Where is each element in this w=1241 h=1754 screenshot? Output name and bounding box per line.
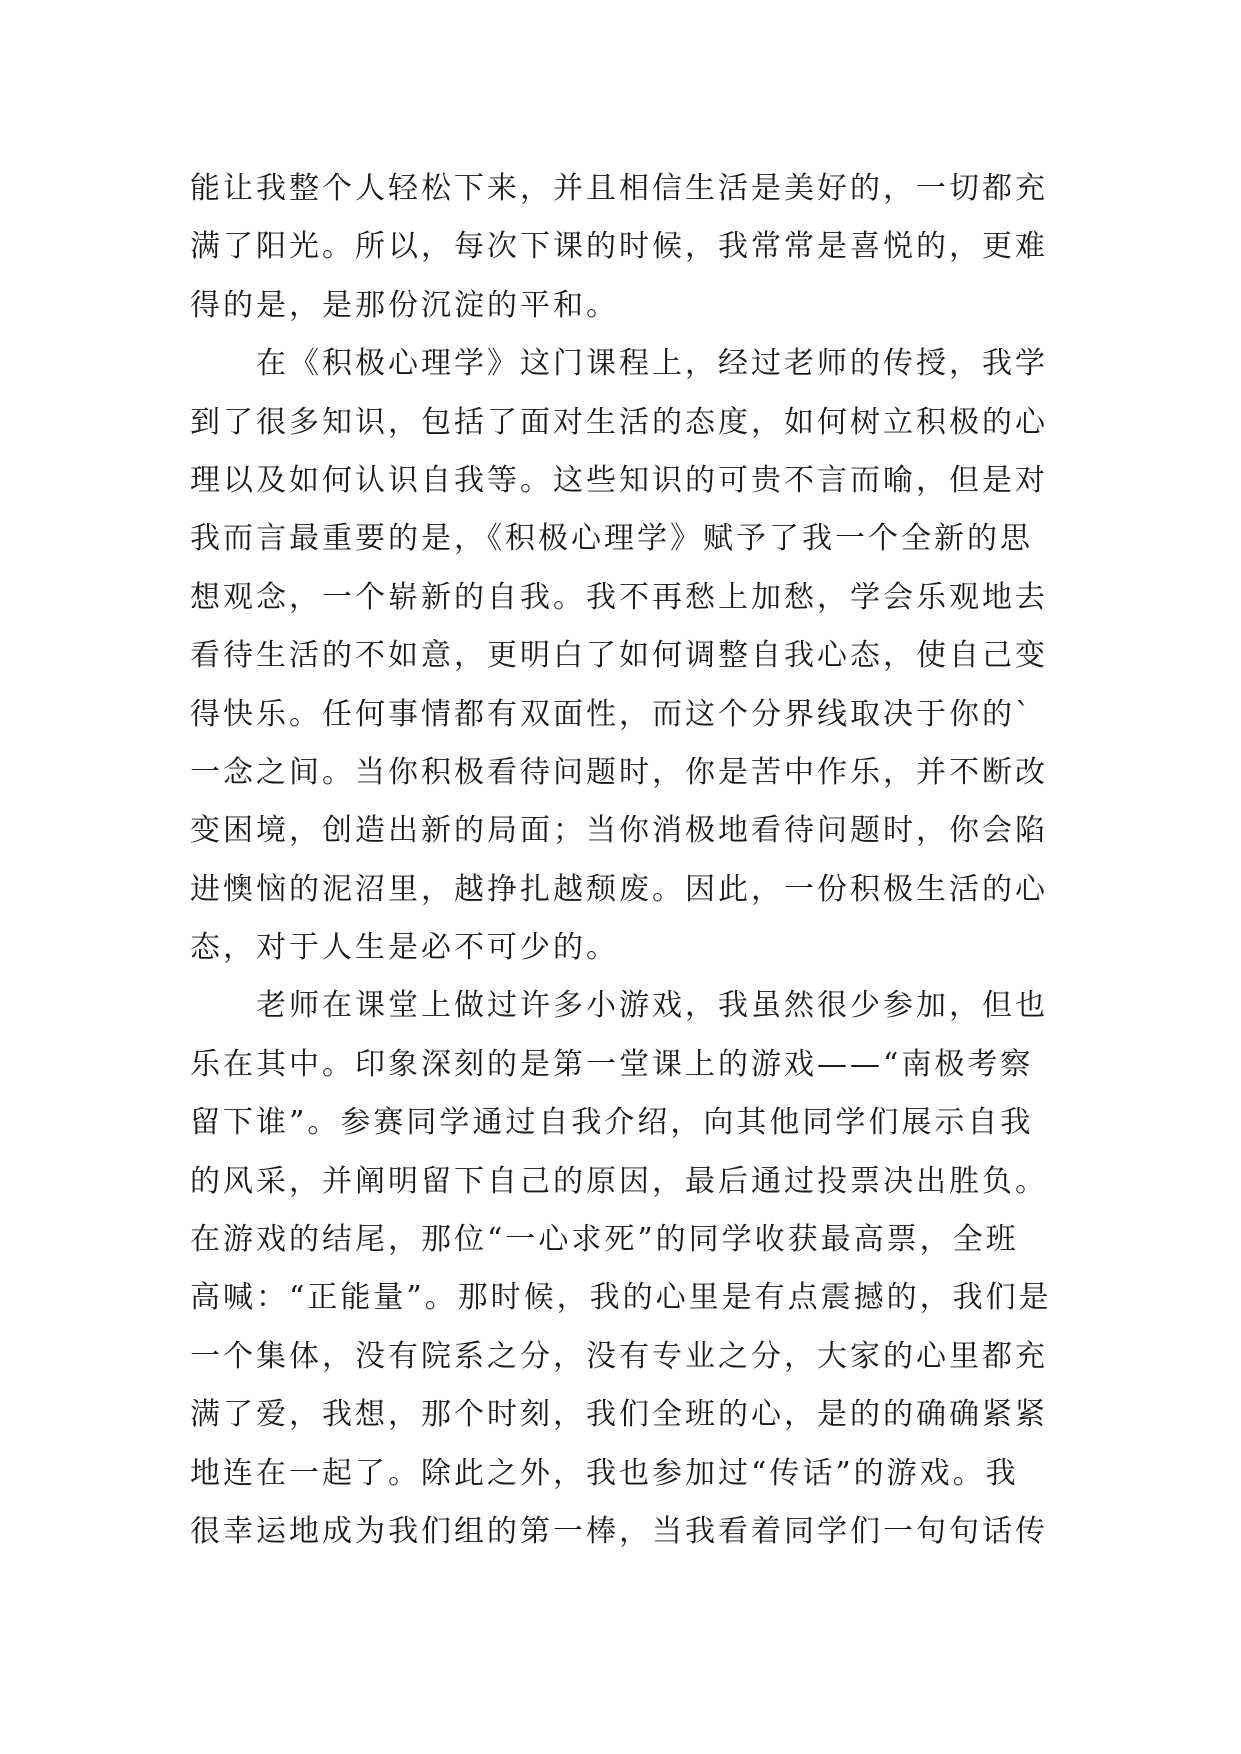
text-line: 态，对于人生是必不可少的。 [190, 930, 619, 966]
text-line: 一念之间。当你积极看待问题时，你是苦中作乐，并不断改 [190, 754, 1048, 790]
text-line: 高喊：“正能量”。那时候，我的心里是有点震撼的，我们是 [190, 1280, 1052, 1316]
text-line: 能让我整个人轻松下来，并且相信生活是美好的，一切都充 [190, 171, 1048, 206]
text-line: 留下谁”。参赛同学通过自我介绍，向其他同学们展示自我 [190, 1105, 1034, 1141]
text-line: 到了很多知识，包括了面对生活的态度，如何树立积极的心 [190, 404, 1048, 440]
body-text [190, 160, 1070, 1561]
text-line: 地连在一起了。除此之外，我也参加过“传话”的游戏。我 [190, 1455, 1019, 1491]
text-line: 一个集体，没有院系之分，没有专业之分，大家的心里都充 [190, 1338, 1048, 1374]
text-line: 满了爱，我想，那个时刻，我们全班的心，是的的确确紧紧 [190, 1397, 1048, 1433]
text-line: 得快乐。任何事情都有双面性，而这个分界线取决于你的` [190, 696, 1033, 732]
text-line: 变困境，创造出新的局面；当你消极地看待问题时，你会陷 [190, 813, 1048, 849]
text-line: 很幸运地成为我们组的第一棒，当我看着同学们一句句话传 [190, 1513, 1048, 1549]
text-line: 的风采，并阐明留下自己的原因，最后通过投票决出胜负。 [190, 1163, 1048, 1199]
text-line: 进懊恼的泥沼里，越挣扎越颓废。因此，一份积极生活的心 [190, 871, 1048, 907]
text-line: 在游戏的结尾，那位“一心求死”的同学收获最高票，全班 [190, 1222, 1019, 1258]
text-line: 乐在其中。印象深刻的是第一堂课上的游戏——“南极考察 [190, 1046, 1034, 1082]
text-line: 想观念，一个崭新的自我。我不再愁上加愁，学会乐观地去 [190, 579, 1048, 615]
text-line: 得的是，是那份沉淀的平和。 [190, 287, 619, 323]
text-line: 理以及如何认识自我等。这些知识的可贵不言而喻，但是对 [190, 462, 1048, 498]
text-line: 满了阳光。所以，每次下课的时候，我常常是喜悦的，更难 [190, 229, 1048, 265]
text-line: 老师在课堂上做过许多小游戏，我虽然很少参加，但也 [256, 988, 1048, 1024]
text-line: 我而言最重要的是，《积极心理学》赋予了我一个全新的思 [190, 521, 1033, 557]
text-line: 在《积极心理学》这门课程上，经过老师的传授，我学 [256, 346, 1048, 382]
text-line: 看待生活的不如意，更明白了如何调整自我心态，使自己变 [190, 638, 1048, 674]
